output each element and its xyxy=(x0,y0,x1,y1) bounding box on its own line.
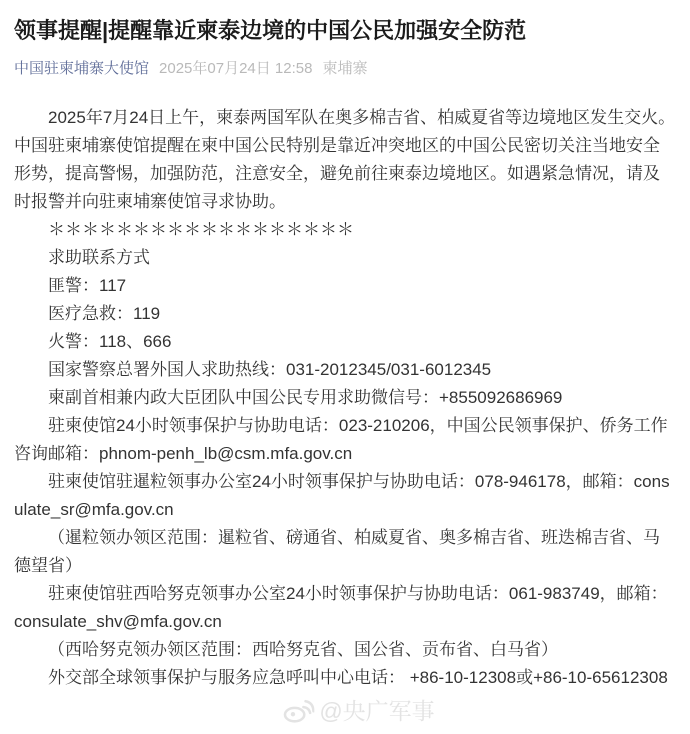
contact-fire: 火警：118、666 xyxy=(48,332,172,351)
sihanoukville-jurisdiction: （西哈努克领办领区范围：西哈努克省、国公省、贡布省、白马省） xyxy=(48,640,558,659)
article-body xyxy=(14,104,676,692)
contact-embassy-phnom-penh: 驻柬使馆24小时领事保护与协助电话：023-210206，中国公民领事保护、侨务工作咨询邮箱：phnom-penh_lb@csm.mfa.gov.cn xyxy=(14,416,668,463)
contact-wechat-hotline: 柬副首相兼内政大臣团队中国公民专用求助微信号：+855092686969 xyxy=(48,388,563,407)
separator-asterisks: ＊＊＊＊＊＊＊＊＊＊＊＊＊＊＊＊＊＊ xyxy=(48,220,354,239)
author-link[interactable]: 中国驻柬埔寨大使馆 xyxy=(14,60,150,77)
publish-region: 柬埔寨 xyxy=(322,60,368,77)
publish-date: 2025年07月24日 12:58 xyxy=(159,60,313,77)
contact-medical: 医疗急救：119 xyxy=(48,304,161,323)
contact-mfa-global-center: 外交部全球领事保护与服务应急呼叫中心电话： +86-10-12308或+86-10-65612308 xyxy=(48,668,668,687)
article-title: 领事提醒|提醒靠近柬泰边境的中国公民加强安全防范 xyxy=(14,18,527,43)
contact-police: 匪警：117 xyxy=(48,276,127,295)
byline xyxy=(14,59,676,79)
contact-siem-reap-office: 驻柬使馆驻暹粒领事办公室24小时领事保护与协助电话：078-946178，邮箱：consulate_sr@mfa.gov.cn xyxy=(14,472,670,519)
contact-national-police: 国家警察总署外国人求助热线：031-2012345/031-6012345 xyxy=(48,360,492,379)
watermark-text: @央广军事 xyxy=(319,698,435,724)
contact-sihanoukville-office: 驻柬使馆驻西哈努克领事办公室24小时领事保护与协助电话：061-983749，邮箱：consulate_shv@mfa.gov.cn xyxy=(14,584,668,631)
watermark xyxy=(283,693,434,726)
weibo-logo-icon xyxy=(283,697,314,723)
siem-reap-jurisdiction: （暹粒领办领区范围：暹粒省、磅通省、柏威夏省、奥多棉吉省、班迭棉吉省、马德望省） xyxy=(14,528,660,575)
body-paragraph-intro: 2025年7月24日上午，柬泰两国军队在奥多棉吉省、柏威夏省等边境地区发生交火。中国驻柬埔寨使馆提醒在柬中国公民特别是靠近冲突地区的中国公民密切关注当地安全形势，提高警惕，加强防范，注意安全，避免前往柬泰边境地区。如遇紧急情况，请及时报警并向驻柬埔寨使馆寻求协助。 xyxy=(14,108,676,211)
contact-section-heading: 求助联系方式 xyxy=(48,248,150,267)
